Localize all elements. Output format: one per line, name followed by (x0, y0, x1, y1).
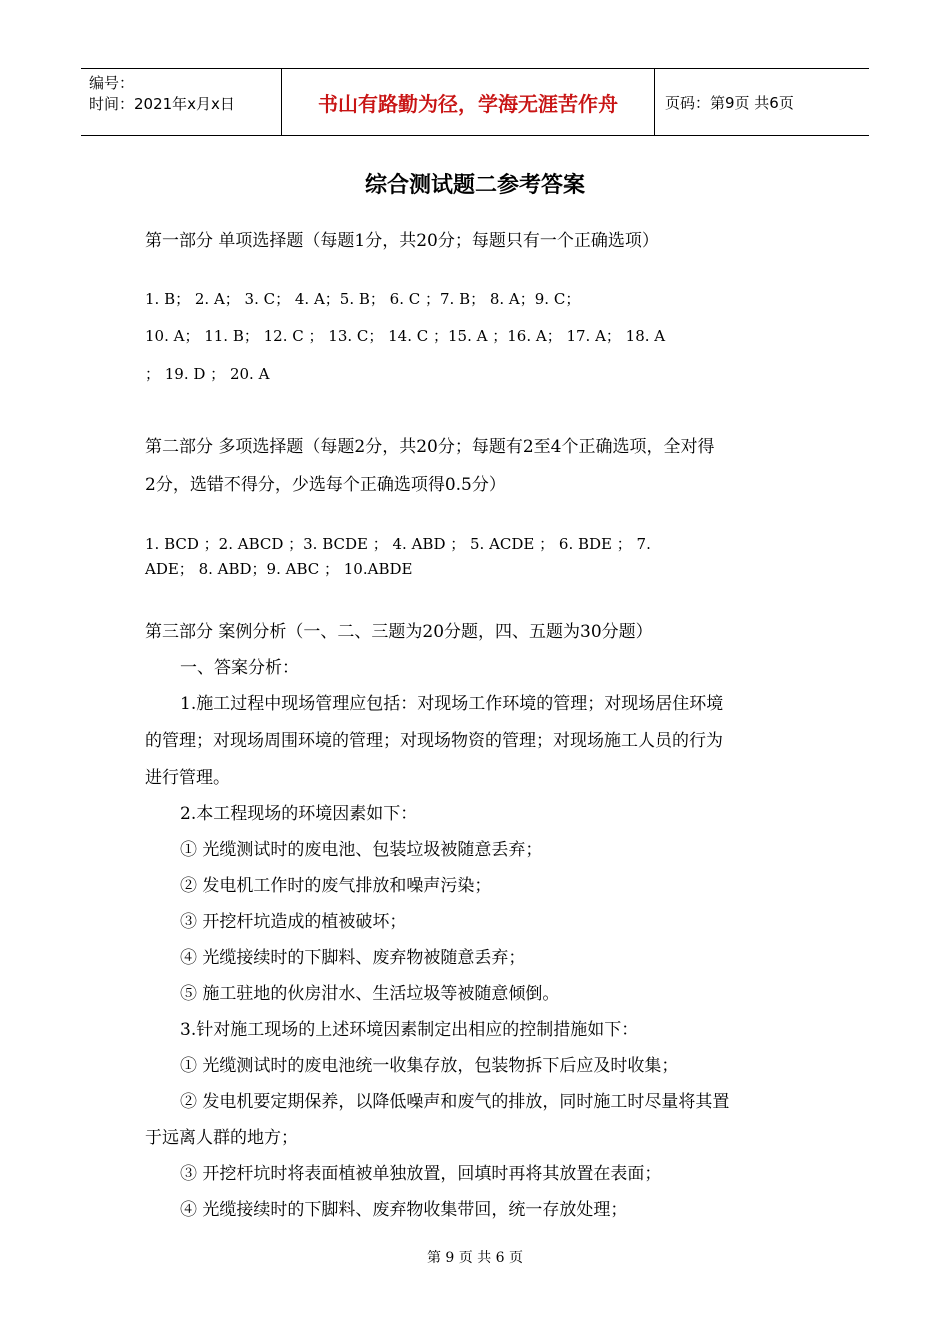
section1-heading: 第一部分 单项选择题（每题1分，共20分；每题只有一个正确选项） (145, 231, 659, 251)
section2-answers-line1: 1. BCD ；2. ABCD ；3. BCDE ； 4. ABD ； 5. ACDE ； 6. BDE ； 7. (145, 535, 651, 553)
page-footer: 第 9 页 共 6 页 (426, 1250, 524, 1266)
header-table (81, 68, 869, 136)
q3-item: ③ 开挖杆坑时将表面植被单独放置，回填时再将其放置在表面； (180, 1164, 662, 1184)
section2-heading-line2: 2分，选错不得分，少选每个正确选项得0.5分） (145, 475, 506, 495)
q2-item: ⑤ 施工驻地的伙房泔水、生活垃圾等被随意倾倒。 (180, 984, 560, 1004)
section2-answers-line2: ADE； 8. ABD；9. ABC ； 10.ABDE (145, 560, 413, 578)
q3-item: ② 发电机要定期保养，以降低噪声和废气的排放，同时施工时尽量将其置 (180, 1092, 730, 1112)
section1-answers-line2: 10. A； 11. B； 12. C ； 13. C； 14. C ；15. A ；16. A； 17. A； 18. A (145, 327, 666, 345)
header-meta-cell (81, 69, 282, 135)
section2-heading-line1: 第二部分 多项选择题（每题2分，共20分；每题有2至4个正确选项，全对得 (145, 437, 715, 457)
section1-answers-line1: 1. B； 2. A； 3. C； 4. A；5. B； 6. C ；7. B； 8. A；9. C； (145, 290, 581, 308)
header-page-info: 页码：第9页 共6页 (665, 93, 794, 112)
page-title: 综合测试题二参考答案 (364, 173, 585, 198)
section3-sub-heading: 一、答案分析： (180, 658, 299, 678)
q2-item: ④ 光缆接续时的下脚料、废弃物被随意丢弃； (180, 948, 526, 968)
q2-item: ③ 开挖杆坑造成的植被破坏； (180, 912, 407, 932)
q1-text-line3: 进行管理。 (145, 768, 230, 788)
q2-item: ① 光缆测试时的废电池、包装垃圾被随意丢弃； (180, 840, 543, 860)
q3-item: ① 光缆测试时的废电池统一收集存放，包装物拆下后应及时收集； (180, 1056, 679, 1076)
section3-heading: 第三部分 案例分析（一、二、三题为20分题，四、五题为30分题） (145, 622, 653, 642)
q1-text-line2: 的管理；对现场周围环境的管理；对现场物资的管理；对现场施工人员的行为 (145, 731, 723, 751)
q1-text-line1: 1.施工过程中现场管理应包括：对现场工作环境的管理；对现场居住环境 (180, 694, 724, 714)
q3-item: ④ 光缆接续时的下脚料、废弃物收集带回，统一存放处理； (180, 1200, 628, 1220)
document-date: 时间：2021年x月x日 (89, 95, 235, 113)
q3-heading: 3.针对施工现场的上述环境因素制定出相应的控制措施如下： (180, 1020, 639, 1040)
q2-heading: 2.本工程现场的环境因素如下： (180, 804, 418, 824)
section1-answers-line3: ； 19. D ； 20. A (145, 365, 270, 383)
document-number-label: 编号： (89, 74, 135, 92)
q2-item: ② 发电机工作时的废气排放和噪声污染； (180, 876, 492, 896)
header-motto: 书山有路勤为径，学海无涯苦作舟 (282, 69, 655, 135)
q3-item-continuation: 于远离人群的地方； (145, 1128, 298, 1148)
